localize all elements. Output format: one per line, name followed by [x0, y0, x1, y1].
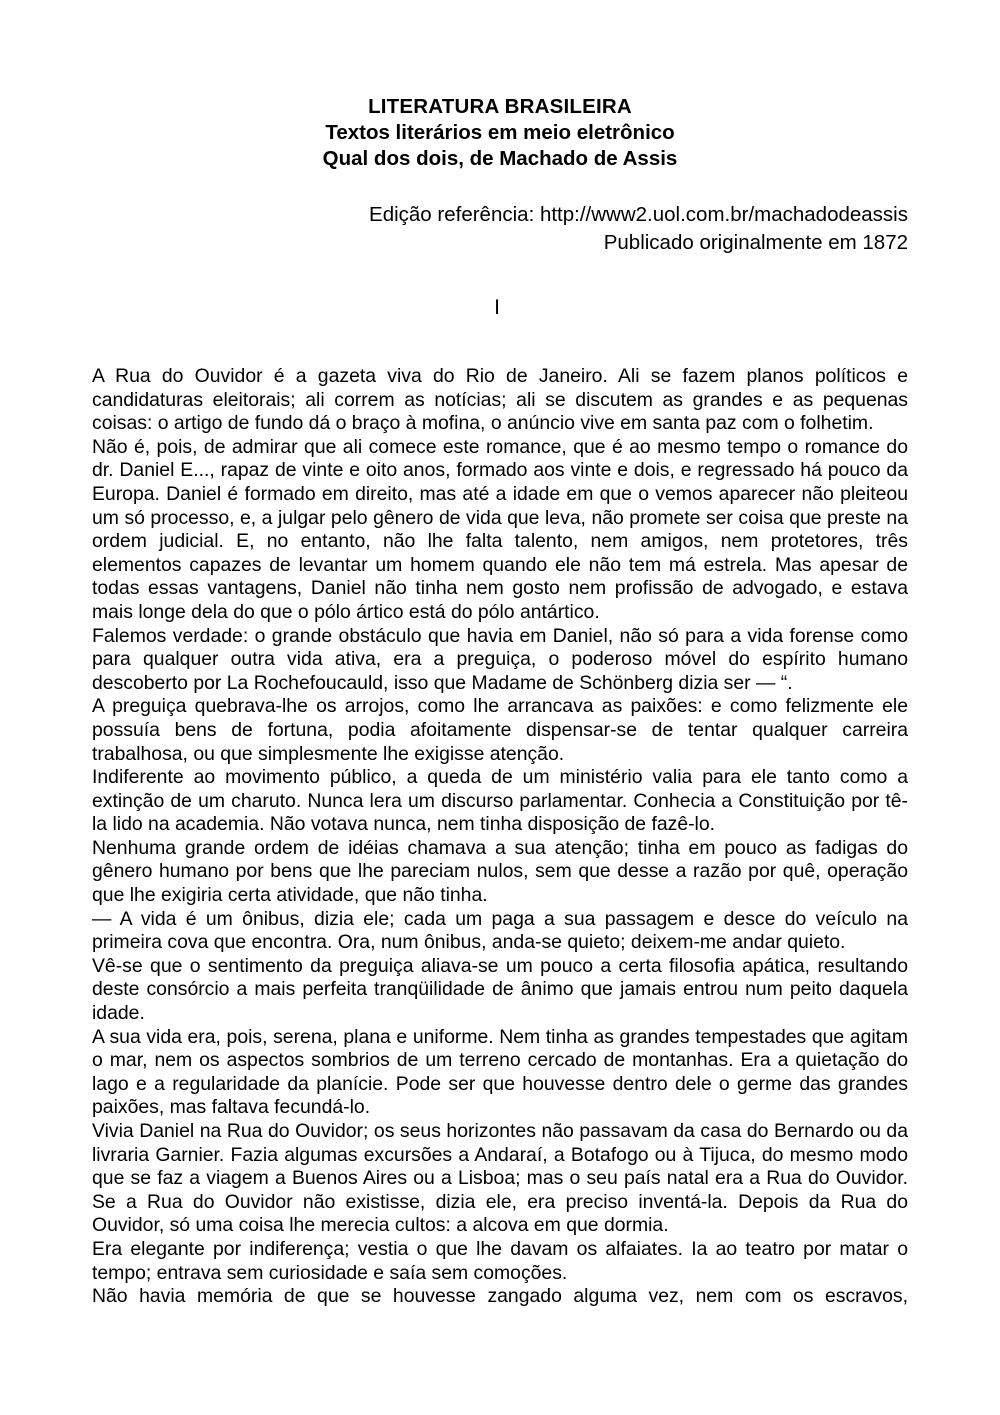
- page-title: LITERATURA BRASILEIRA: [368, 95, 632, 118]
- paragraph: Era elegante por indiferença; vestia o que lhe davam os alfaiates. Ia ao teatro por matar o tempo; entrava sem curiosidade e saía sem comoções.: [92, 1237, 908, 1284]
- paragraph: Indiferente ao movimento público, a queda de um ministério valia para ele tanto como a extinção de um charuto. Nunca lera um discurso parlamentar. Conhecia a Constituição por tê-la lido na academia. Não votava nunca, nem tinha disposição de fazê-lo.: [92, 766, 908, 836]
- paragraph: A Rua do Ouvidor é a gazeta viva do Rio de Janeiro. Ali se fazem planos políticos e candidaturas eleitorais; ali correm as notícias; ali se discutem as grandes e as pequenas coisas: o artigo de fundo dá o braço à mofina, o anúncio vive em santa paz com o folhetim.: [92, 365, 908, 435]
- document-work-title: Qual dos dois, de Machado de Assis: [322, 147, 678, 170]
- publication-year: Publicado originalmente em 1872: [603, 231, 908, 254]
- document-subtitle: Textos literários em meio eletrônico: [325, 121, 675, 144]
- page-content: [92, 0, 908, 1332]
- section-heading: I: [494, 296, 500, 319]
- paragraph: A sua vida era, pois, serena, plana e uniforme. Nem tinha as grandes tempestades que agitam o mar, nem os aspectos sombrios de um terreno cercado de montanhas. Era a quietação do lago e a regularidade da planície. Pode ser que houvesse dentro dele o germe das grandes paixões, mas faltava fecundá-lo.: [92, 1025, 908, 1119]
- paragraph: Vivia Daniel na Rua do Ouvidor; os seus horizontes não passavam da casa do Bernardo ou da livraria Garnier. Fazia algumas excursões a Andaraí, a Botafogo ou à Tijuca, do mesmo modo que se faz a viagem a Buenos Aires ou a Lisboa; mas o seu país natal era a Rua do Ouvidor. Se a Rua do Ouvidor não existisse, dizia ele, era preciso inventá-la. Depois da Rua do Ouvidor, só uma coisa lhe merecia cultos: a alcova em que dormia.: [92, 1120, 908, 1237]
- paragraph: Vê-se que o sentimento da preguiça aliava-se um pouco a certa filosofia apática, resultando deste consórcio a mais perfeita tranqüilidade de ânimo que jamais entrou num peito daquela idade.: [92, 954, 908, 1025]
- paragraph: A preguiça quebrava-lhe os arrojos, como lhe arrancava as paixões: e como felizmente ele possuía bens de fortuna, podia afoitamente dispensar-se de tentar qualquer carreira trabalhosa, ou que simplesmente lhe exigisse atenção.: [92, 695, 908, 765]
- paragraph: Nenhuma grande ordem de idéias chamava a sua atenção; tinha em pouco as fadigas do gênero humano por bens que lhe pareciam nulos, sem que desse a razão por quê, operação que lhe exigiria certa atividade, que não tinha.: [92, 836, 908, 907]
- paragraph: Não havia memória de que se houvesse zangado alguma vez, nem com os escravos,: [92, 1285, 908, 1308]
- edition-reference-url: Edição referência: http://www2.uol.com.br/machadodeassis: [369, 203, 908, 226]
- edition-reference-block: [92, 201, 908, 257]
- document-body: [92, 365, 908, 1332]
- paragraph: Não é, pois, de admirar que ali comece este romance, que é ao mesmo tempo o romance do dr. Daniel E..., rapaz de vinte e oito anos, formado aos vinte e dois, e regressado há pouco da Europa. Daniel é formado em direito, mas até a idade em que o vemos aparecer não pleiteou um só processo, e, a julgar pelo gênero de vida que leva, não promete ser coisa que preste na ordem judicial. E, no entanto, não lhe falta talento, nem amigos, nem protetores, três elementos capazes de levantar um homem quando ele não tem má estrela. Mas apesar de todas essas vantagens, Daniel não tinha nem gosto nem profissão de advogado, e estava mais longe dela do que o pólo ártico está do pólo antártico.: [92, 435, 908, 623]
- paragraph: — A vida é um ônibus, dizia ele; cada um paga a sua passagem e desce do veículo na primeira cova que encontra. Ora, num ônibus, anda-se quieto; deixem-me andar quieto.: [92, 907, 908, 954]
- document-title-block: [92, 0, 908, 172]
- paragraph: Falemos verdade: o grande obstáculo que havia em Daniel, não só para a vida forense como para qualquer outra vida ativa, era a preguiça, o poderoso móvel do espírito humano descoberto por La Rochefoucauld, isso que Madame de Schönberg dizia ser — “.: [92, 624, 908, 694]
